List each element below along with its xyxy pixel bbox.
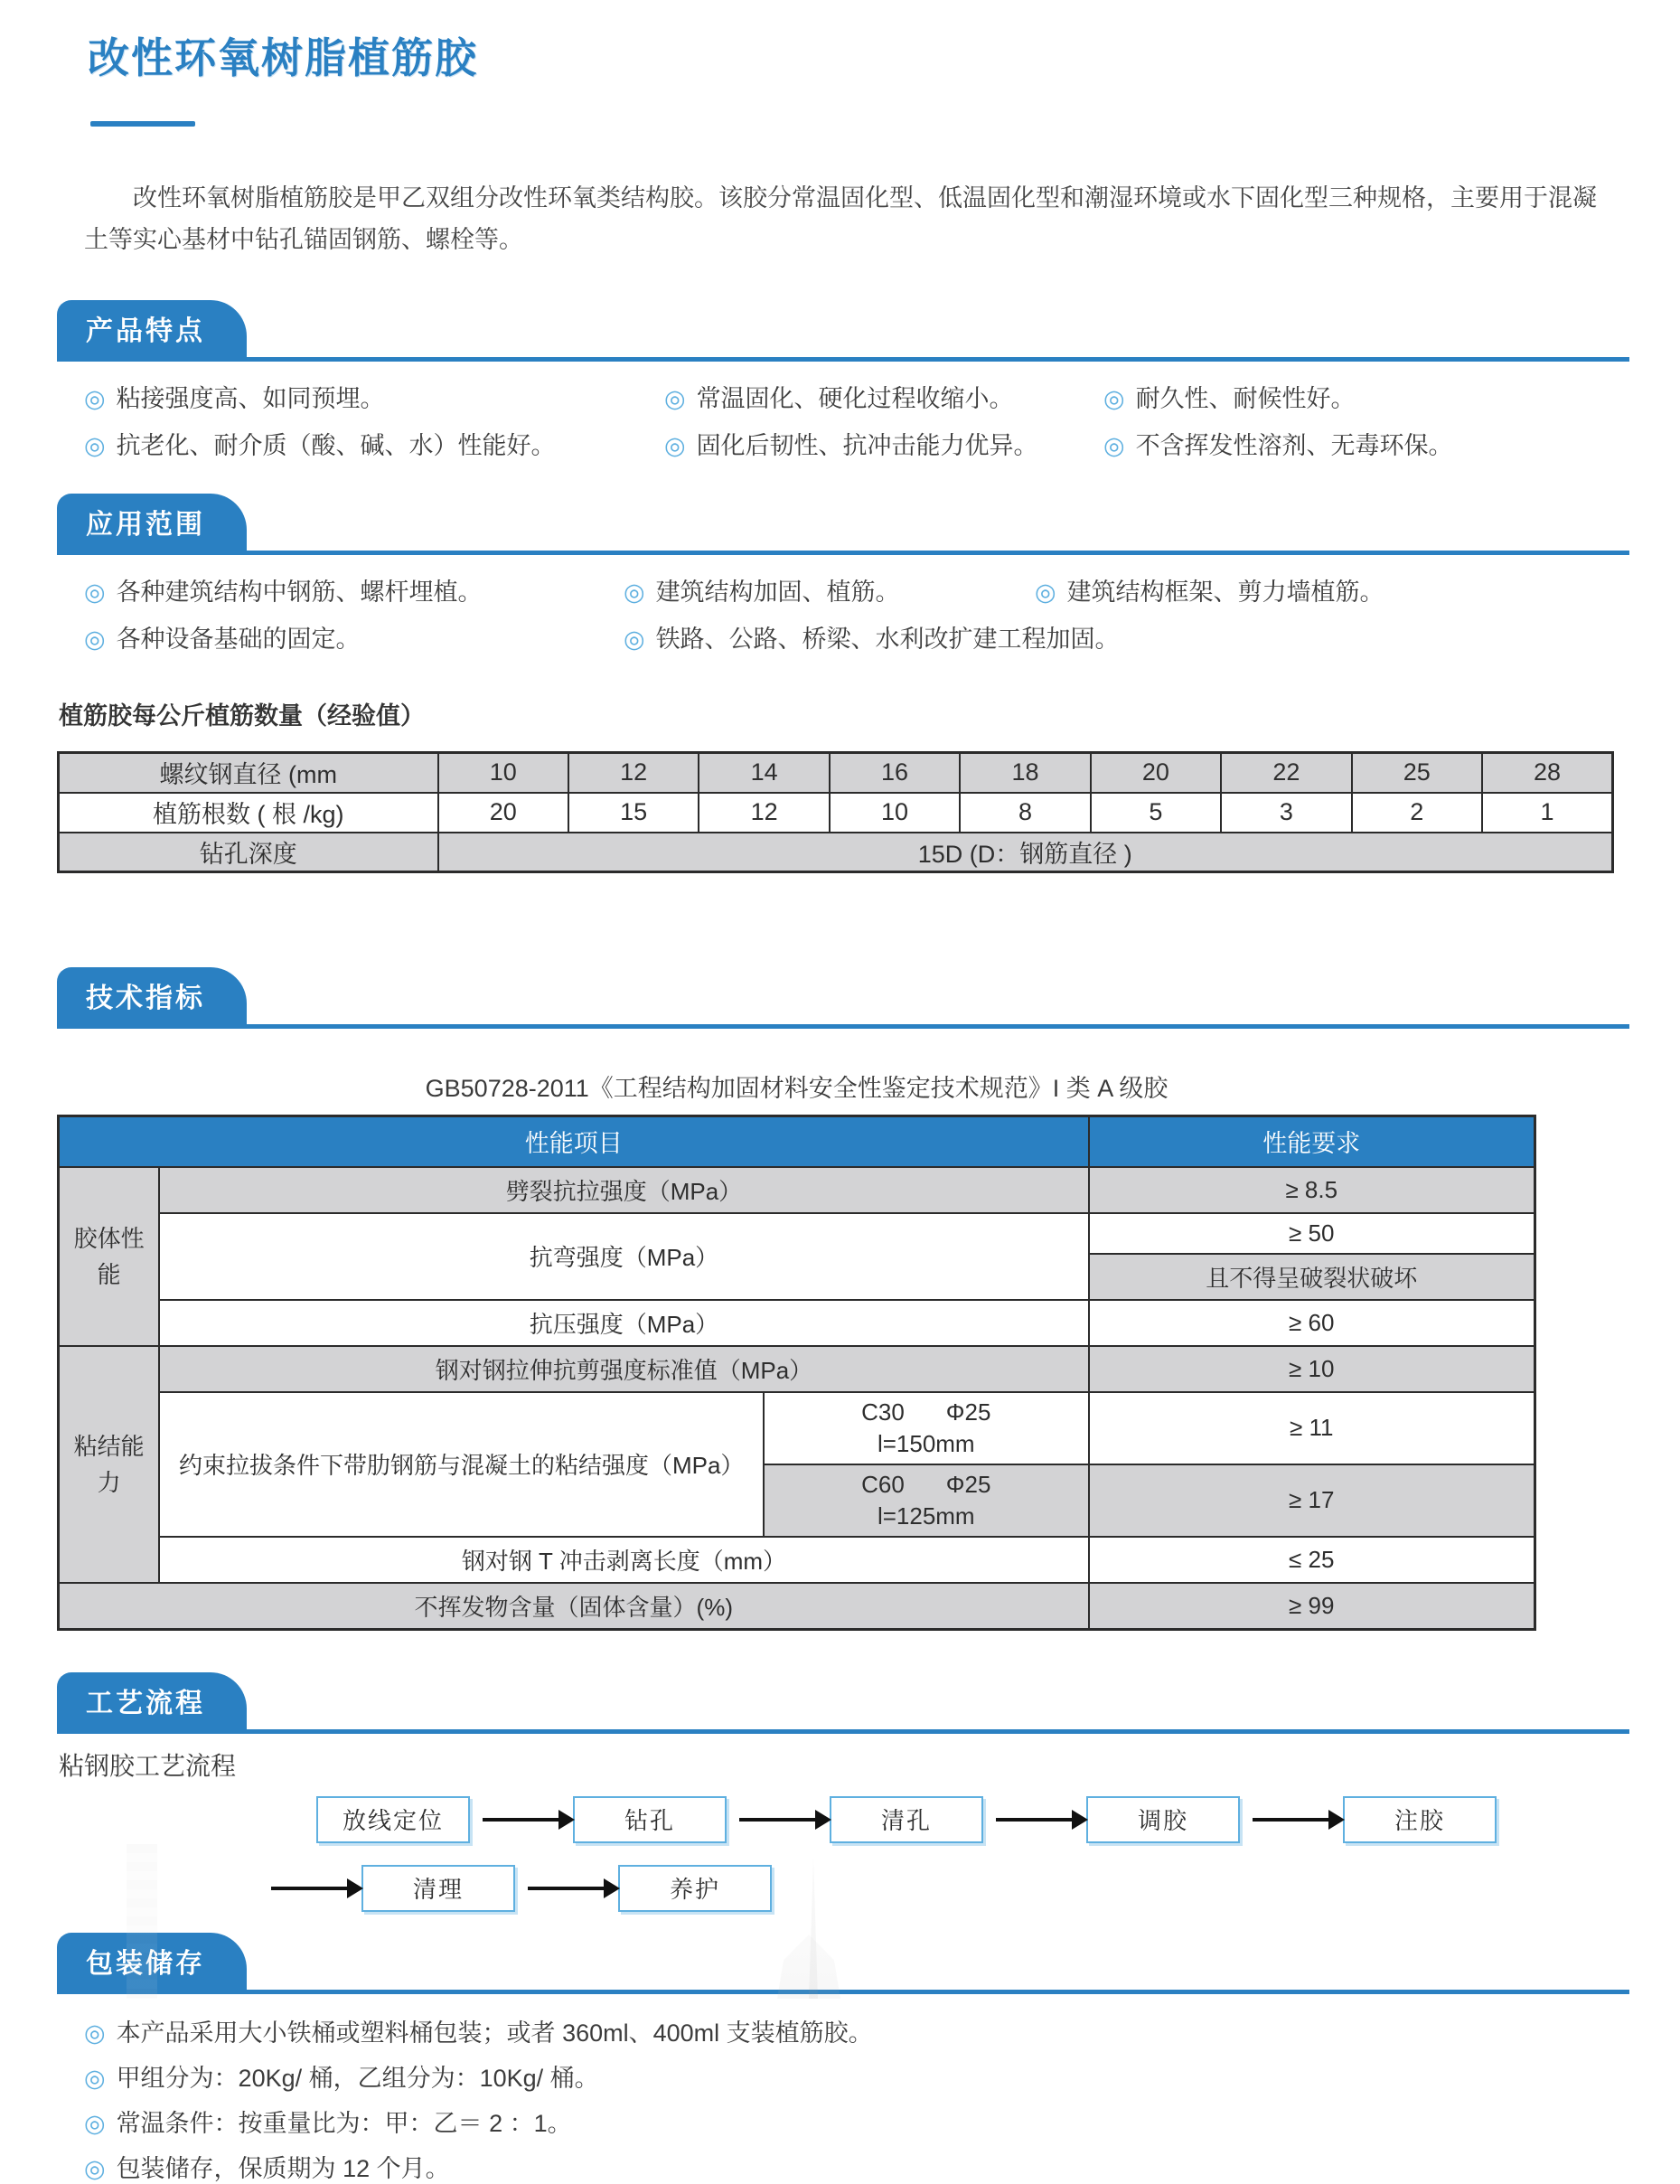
feature-text: 耐久性、耐候性好。	[1135, 385, 1356, 412]
packaging-text: 常温条件：按重量比为：甲：乙＝ 2 ：1。	[116, 2109, 572, 2137]
bar-size: Φ25	[945, 1470, 991, 1498]
section-packaging-bar	[57, 1933, 1629, 1994]
bullet-icon: ◎	[84, 2154, 106, 2182]
section-features-bar	[57, 300, 1629, 362]
table-row-diameter	[59, 753, 1613, 793]
diameter-value: 25	[1352, 753, 1482, 793]
bullet-icon: ◎	[84, 626, 106, 653]
requirement-cell: ≥ 11	[1089, 1392, 1535, 1464]
bullet-icon: ◎	[664, 432, 686, 459]
count-value: 15	[568, 793, 699, 833]
condition-cell-c30	[764, 1392, 1089, 1464]
table-row-depth	[59, 833, 1613, 872]
flow-step-cure: 养护	[618, 1865, 772, 1912]
rebar-count-table	[57, 751, 1614, 873]
application-item	[84, 577, 624, 607]
requirement-cell: ≥ 60	[1089, 1300, 1535, 1346]
flow-step-clean-hole: 清孔	[830, 1796, 983, 1843]
packaging-item	[84, 2108, 1629, 2139]
condition-line	[772, 1471, 1081, 1499]
embed-length: l=125mm	[877, 1502, 975, 1530]
application-item	[624, 577, 1035, 607]
diameter-value: 10	[438, 753, 568, 793]
application-text: 建筑结构框架、剪力墙植筋。	[1066, 579, 1384, 606]
bullet-icon: ◎	[1103, 385, 1125, 412]
diameter-value: 20	[1091, 753, 1221, 793]
arrow-right-icon	[271, 1887, 349, 1890]
bullet-icon: ◎	[84, 579, 106, 606]
packaging-text: 本产品采用大小铁桶或塑料桶包装；或者 360ml、400ml 支装植筋胶。	[116, 2019, 873, 2047]
arrow-right-icon	[996, 1818, 1074, 1822]
packaging-item	[84, 2018, 1629, 2048]
tech-row-peel	[59, 1537, 1535, 1583]
arrow-right-icon	[739, 1818, 817, 1822]
bullet-icon: ◎	[84, 432, 106, 459]
count-value: 20	[438, 793, 568, 833]
depth-value: 15D (D：钢筋直径 )	[438, 833, 1613, 872]
application-item	[1035, 577, 1384, 607]
bullet-icon: ◎	[624, 626, 645, 653]
bullet-icon: ◎	[84, 2019, 106, 2047]
tech-spec-table	[57, 1115, 1536, 1631]
feature-text: 常温固化、硬化过程收缩小。	[696, 385, 1014, 412]
flow-step-drill: 钻孔	[573, 1796, 727, 1843]
rebar-table-heading: 植筋胶每公斤植筋数量（经验值）	[59, 702, 425, 730]
applications-row	[84, 577, 1629, 607]
tech-row-split-tensile	[59, 1167, 1535, 1213]
property-cell: 约束拉拔条件下带肋钢筋与混凝土的粘结强度（MPa）	[159, 1392, 764, 1537]
bar-size: Φ25	[945, 1398, 991, 1426]
feature-text: 粘接强度高、如同预埋。	[116, 385, 385, 412]
diameter-value: 22	[1221, 753, 1351, 793]
section-features-header: 产品特点	[57, 300, 247, 357]
bullet-icon: ◎	[624, 579, 645, 606]
group-label-adhesive: 胶体性能	[59, 1167, 160, 1346]
applications-list	[57, 577, 1629, 654]
feature-item	[84, 430, 664, 461]
packaging-text: 甲组分为：20Kg/ 桶，乙组分为：10Kg/ 桶。	[116, 2064, 599, 2092]
feature-item	[84, 383, 664, 414]
feature-text: 不含挥发性溶剂、无毒环保。	[1135, 432, 1453, 459]
table-row-count	[59, 793, 1613, 833]
feature-item	[1103, 430, 1453, 461]
requirement-note-cell: 且不得呈破裂状破坏	[1089, 1254, 1535, 1300]
property-cell: 钢对钢 T 冲击剥离长度（mm）	[159, 1537, 1088, 1583]
feature-item	[664, 430, 1103, 461]
flow-step-inject-glue: 注胶	[1343, 1796, 1497, 1843]
embed-length: l=150mm	[877, 1429, 975, 1457]
section-applications-header: 应用范围	[57, 494, 247, 551]
property-cell: 劈裂抗拉强度（MPa）	[159, 1167, 1088, 1213]
intro-paragraph: 改性环氧树脂植筋胶是甲乙双组分改性环氧类结构胶。该胶分常温固化型、低温固化型和潮湿环境或水下固化型三种规格，主要用于混凝土等实心基材中钻孔锚固钢筋、螺栓等。	[84, 184, 1597, 253]
application-text: 各种建筑结构中钢筋、螺杆埋植。	[116, 579, 483, 606]
section-tech-bar	[57, 967, 1629, 1029]
col-header-property: 性能项目	[59, 1116, 1089, 1167]
process-flow-row-1	[316, 1795, 1629, 1844]
diameter-value: 18	[960, 753, 1090, 793]
count-value: 12	[699, 793, 829, 833]
applications-row	[84, 624, 1629, 654]
process-subtitle: 粘钢胶工艺流程	[59, 1751, 237, 1780]
section-packaging-header: 包装储存	[57, 1933, 247, 1990]
section-process-header: 工艺流程	[57, 1672, 247, 1729]
tech-row-compressive	[59, 1300, 1535, 1346]
bullet-icon: ◎	[84, 2064, 106, 2092]
feature-text: 抗老化、耐介质（酸、碱、水）性能好。	[116, 432, 556, 459]
features-row	[84, 430, 1629, 461]
application-item	[84, 624, 624, 654]
application-text: 建筑结构加固、植筋。	[655, 579, 900, 606]
flow-step-cleanup: 清理	[361, 1865, 515, 1912]
count-value: 8	[960, 793, 1090, 833]
tech-row-shear	[59, 1346, 1535, 1392]
requirement-cell: ≥ 99	[1089, 1583, 1535, 1630]
tech-row-bending	[59, 1213, 1535, 1254]
property-cell: 不挥发物含量（固体含量）(%)	[59, 1583, 1089, 1630]
requirement-cell: ≥ 8.5	[1089, 1167, 1535, 1213]
row-label: 钻孔深度	[59, 833, 438, 872]
requirement-cell: ≥ 17	[1089, 1464, 1535, 1537]
flow-step-mix-glue: 调胶	[1086, 1796, 1240, 1843]
count-value: 1	[1482, 793, 1613, 833]
bullet-icon: ◎	[1103, 432, 1125, 459]
count-value: 5	[1091, 793, 1221, 833]
property-cell: 抗压强度（MPa）	[159, 1300, 1088, 1346]
features-row	[84, 383, 1629, 414]
tech-row-bond-c30	[59, 1392, 1535, 1464]
section-applications-bar	[57, 494, 1629, 555]
col-header-requirement: 性能要求	[1089, 1116, 1535, 1167]
property-cell: 抗弯强度（MPa）	[159, 1213, 1088, 1300]
arrow-right-icon	[483, 1818, 560, 1822]
condition-cell-c60	[764, 1464, 1089, 1537]
row-label: 螺纹钢直径 (mm	[59, 753, 438, 793]
condition-line	[772, 1398, 1081, 1426]
bullet-icon: ◎	[84, 385, 106, 412]
feature-item	[1103, 383, 1356, 414]
section-process-bar	[57, 1672, 1629, 1734]
bullet-icon: ◎	[1035, 579, 1056, 606]
count-value: 10	[830, 793, 960, 833]
title-underline-dash	[90, 121, 195, 127]
requirement-cell: ≥ 50	[1089, 1213, 1535, 1254]
group-label-bonding: 粘结能力	[59, 1346, 160, 1583]
process-flow-row-2	[271, 1864, 1629, 1913]
tech-row-nonvolatile	[59, 1583, 1535, 1630]
feature-text: 固化后韧性、抗冲击能力优异。	[696, 432, 1038, 459]
arrow-right-icon	[1253, 1818, 1330, 1822]
section-tech-header: 技术指标	[57, 967, 247, 1024]
count-value: 2	[1352, 793, 1482, 833]
bullet-icon: ◎	[84, 2109, 106, 2137]
application-text: 铁路、公路、桥梁、水利改扩建工程加固。	[655, 626, 1120, 653]
features-list	[57, 383, 1629, 461]
diameter-value: 16	[830, 753, 960, 793]
requirement-cell: ≥ 10	[1089, 1346, 1535, 1392]
application-item	[624, 624, 1120, 654]
page-title: 改性环氧树脂植筋胶	[88, 34, 478, 81]
diameter-value: 12	[568, 753, 699, 793]
concrete-grade: C60	[861, 1470, 905, 1498]
packaging-item	[84, 2063, 1629, 2094]
requirement-cell: ≤ 25	[1089, 1537, 1535, 1583]
property-cell: 钢对钢拉伸抗剪强度标准值（MPa）	[159, 1346, 1088, 1392]
packaging-item	[84, 2153, 1629, 2184]
row-label: 植筋根数 ( 根 /kg)	[59, 793, 438, 833]
bullet-icon: ◎	[664, 385, 686, 412]
packaging-list	[57, 2018, 1629, 2184]
diameter-value: 14	[699, 753, 829, 793]
feature-item	[664, 383, 1103, 414]
tech-standard-caption: GB50728-2011《工程结构加固材料安全性鉴定技术规范》I 类 A 级胶	[425, 1075, 1168, 1102]
tech-header-row	[59, 1116, 1535, 1167]
diameter-value: 28	[1482, 753, 1613, 793]
concrete-grade: C30	[861, 1398, 905, 1426]
flow-step-layout: 放线定位	[316, 1796, 470, 1843]
arrow-right-icon	[528, 1887, 605, 1890]
packaging-text: 包装储存，保质期为 12 个月。	[116, 2154, 450, 2182]
application-text: 各种设备基础的固定。	[116, 626, 361, 653]
count-value: 3	[1221, 793, 1351, 833]
